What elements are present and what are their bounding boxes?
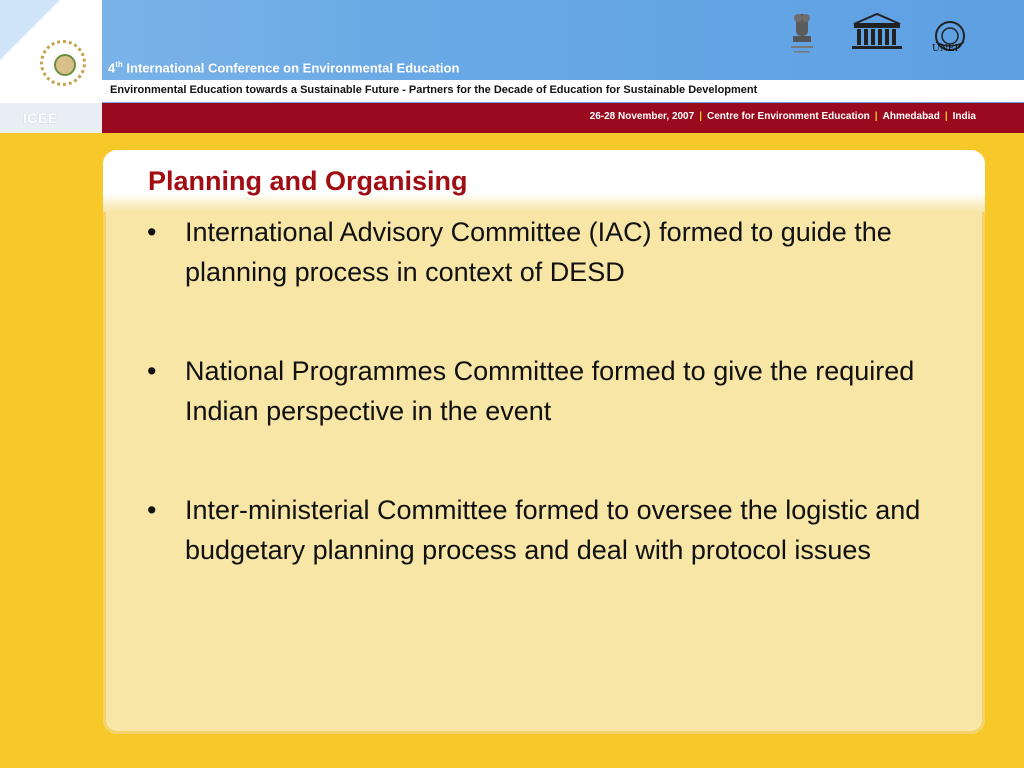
bullet-marker: • [147, 217, 157, 247]
bullet-text: International Advisory Committee (IAC) formed to guide the planning process in context of DESD [185, 217, 892, 287]
event-city: Ahmedabad [882, 111, 940, 122]
logo-corner [0, 0, 102, 103]
unep-label: UNEP [932, 42, 961, 54]
icee-logo-icon [40, 40, 86, 86]
bullet-marker: • [147, 356, 157, 386]
bullet-text: National Programmes Committee formed to give the required Indian perspective in the event [185, 356, 915, 426]
event-country: India [952, 111, 976, 122]
bullet-list [145, 212, 945, 629]
conference-title [108, 60, 459, 75]
unesco-logo-icon [850, 12, 904, 52]
bullet-item [145, 490, 945, 570]
slide-title: Planning and Organising [148, 166, 468, 196]
icee-label: ICEE [23, 110, 58, 126]
separator: | [944, 111, 948, 122]
event-info [590, 111, 976, 122]
unep-logo-icon [930, 12, 970, 62]
conference-suffix: th [115, 60, 123, 69]
event-dates: 26-28 November, 2007 [589, 111, 695, 122]
conference-name: International Conference on Environmental Education [122, 60, 460, 76]
bullet-marker: • [147, 495, 157, 525]
separator: | [699, 111, 702, 122]
separator: | [874, 111, 878, 122]
conference-number: 4 [108, 60, 116, 76]
bullet-item [145, 212, 945, 292]
india-emblem-icon [787, 12, 817, 58]
event-venue: Centre for Environment Education [707, 111, 870, 122]
bullet-text: Inter-ministerial Committee formed to oversee the logistic and budgetary planning process and deal with protocol issues [185, 495, 921, 565]
bullet-item [145, 351, 945, 431]
conference-theme: Environmental Education towards a Sustainable Future - Partners for the Decade of Education for Sustainable Development [110, 84, 758, 96]
